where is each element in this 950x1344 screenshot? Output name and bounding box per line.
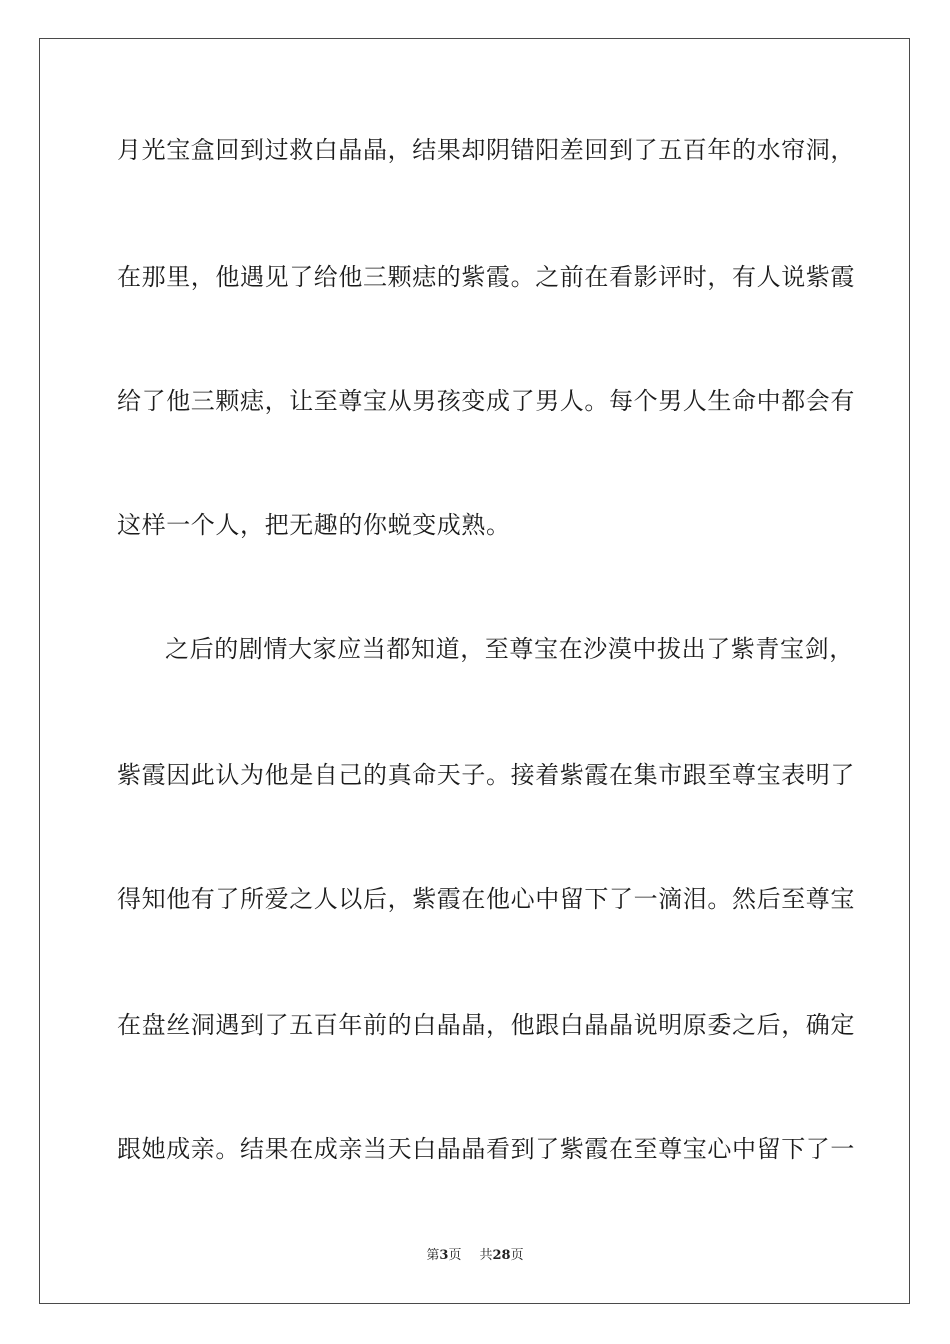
page-number: 3 bbox=[439, 1248, 449, 1263]
text-line: 在盘丝洞遇到了五百年前的白晶晶，他跟白晶晶说明原委之后，确定 bbox=[117, 1011, 855, 1039]
total-pages: 28 bbox=[492, 1248, 511, 1263]
page-suffix: 页 bbox=[448, 1248, 462, 1263]
total-prefix: 共 bbox=[479, 1248, 493, 1263]
text-line: 在那里，他遇见了给他三颗痣的紫霞。之前在看影评时，有人说紫霞 bbox=[117, 263, 855, 291]
text-line: 给了他三颗痣，让至尊宝从男孩变成了男人。每个男人生命中都会有 bbox=[117, 387, 855, 415]
text-line: 跟她成亲。结果在成亲当天白晶晶看到了紫霞在至尊宝心中留下了一 bbox=[117, 1135, 855, 1163]
page-footer bbox=[0, 1247, 950, 1265]
text-line: 紫霞因此认为他是自己的真命天子。接着紫霞在集市跟至尊宝表明了 bbox=[117, 761, 855, 789]
page-border bbox=[39, 38, 910, 1304]
text-line: 之后的剧情大家应当都知道，至尊宝在沙漠中拔出了紫青宝剑， bbox=[165, 635, 854, 663]
page-prefix: 第 bbox=[426, 1248, 440, 1263]
text-line: 这样一个人，把无趣的你蜕变成熟。 bbox=[117, 511, 511, 539]
total-suffix: 页 bbox=[510, 1248, 524, 1263]
text-line: 月光宝盒回到过救白晶晶，结果却阴错阳差回到了五百年的水帘洞， bbox=[117, 136, 855, 164]
text-line: 得知他有了所爱之人以后，紫霞在他心中留下了一滴泪。然后至尊宝 bbox=[117, 885, 855, 913]
